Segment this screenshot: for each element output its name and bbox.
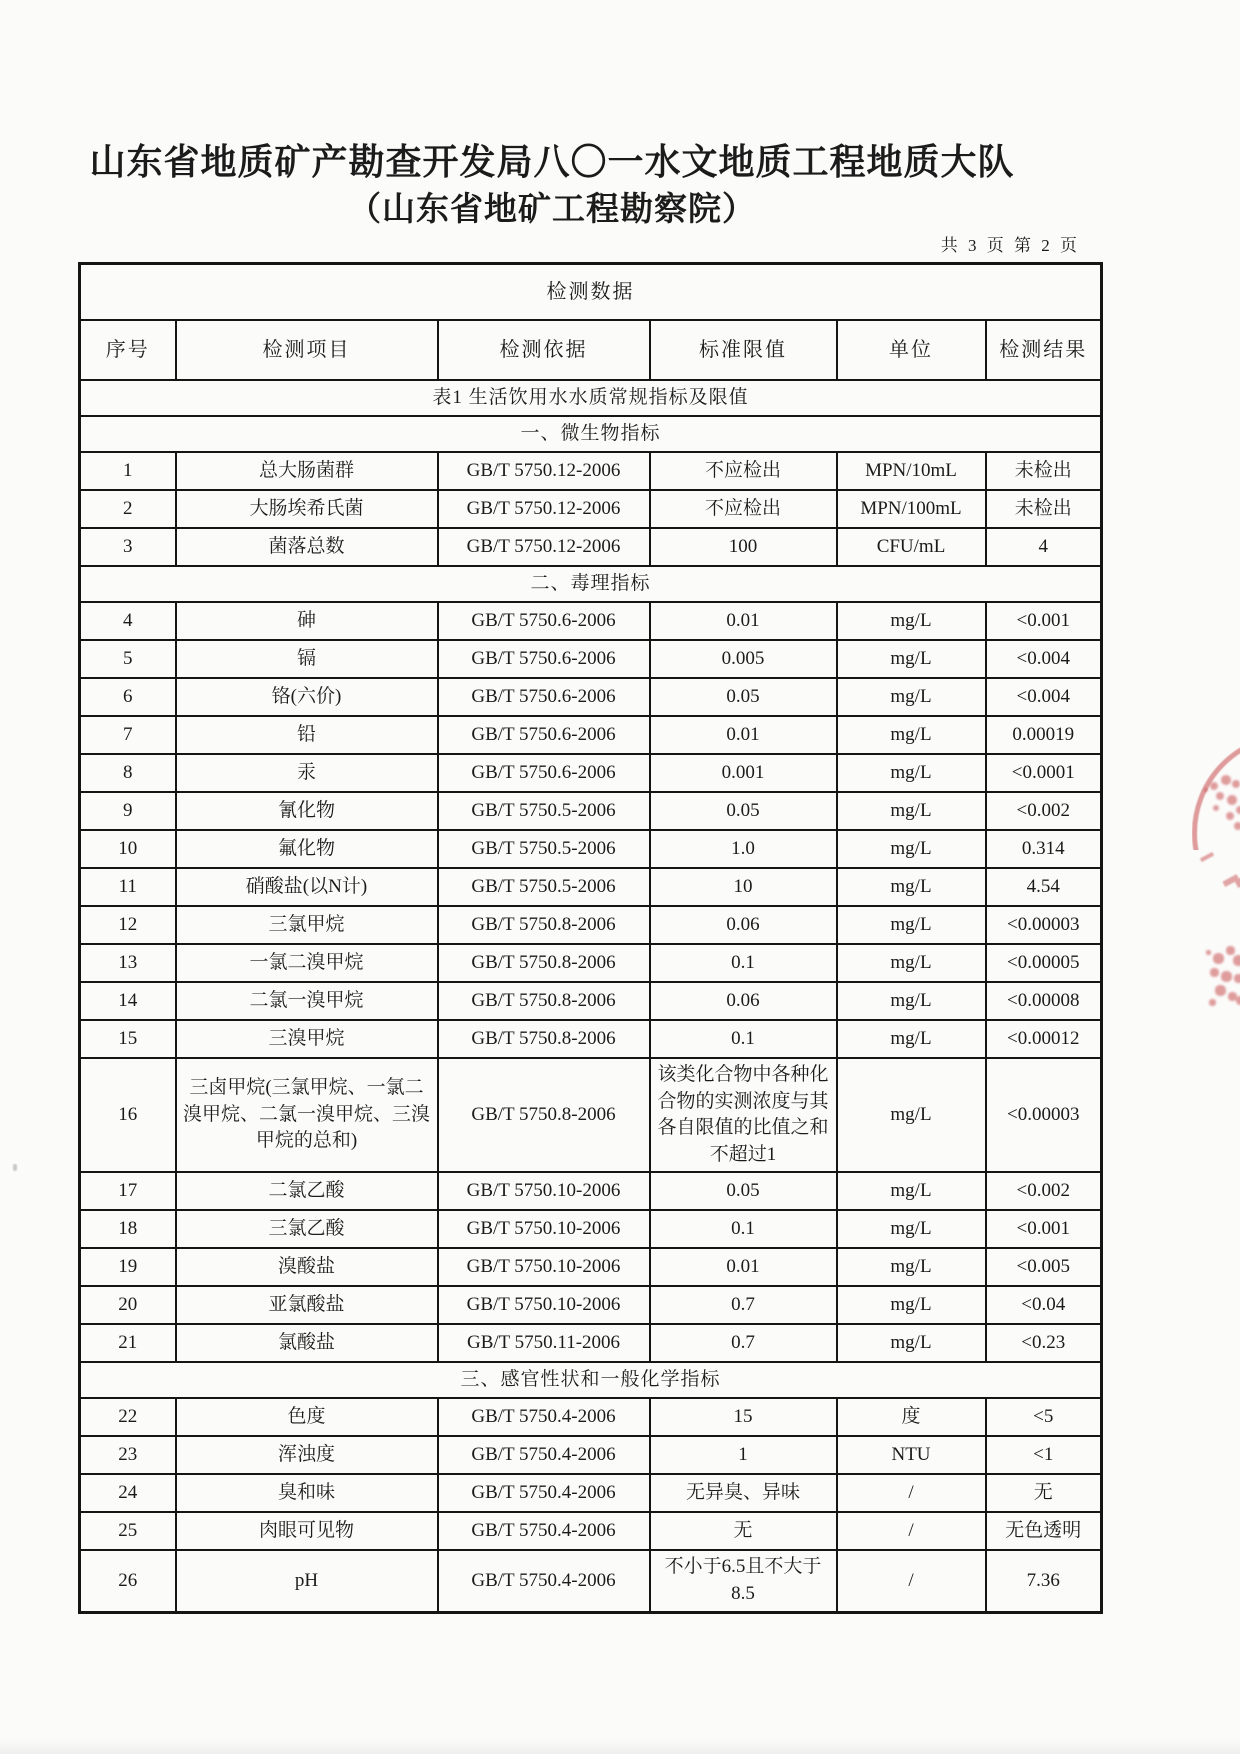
seal-arc <box>1192 733 1240 850</box>
result-value: <0.00003 <box>986 1058 1102 1172</box>
table-row <box>80 640 1102 678</box>
table-row <box>80 1020 1102 1058</box>
red-seal-stamp-marks <box>1200 852 1214 862</box>
table-row <box>80 830 1102 868</box>
result-value: <0.00005 <box>986 944 1102 982</box>
method-standard: GB/T 5750.8-2006 <box>438 1058 650 1172</box>
section-header-row <box>80 416 1102 452</box>
section-header-row <box>80 566 1102 602</box>
result-value: <0.002 <box>986 1172 1102 1210</box>
item-name: pH <box>176 1550 438 1612</box>
method-standard: GB/T 5750.6-2006 <box>438 640 650 678</box>
unit: MPN/100mL <box>837 490 986 528</box>
column-header-item: 检测项目 <box>176 320 438 380</box>
test-data-table <box>78 262 1103 1614</box>
unit: mg/L <box>837 906 986 944</box>
item-name: 浑浊度 <box>176 1436 438 1474</box>
table-title-row <box>80 264 1102 321</box>
unit: mg/L <box>837 640 986 678</box>
result-value: 无色透明 <box>986 1512 1102 1550</box>
method-standard: GB/T 5750.4-2006 <box>438 1512 650 1550</box>
unit: mg/L <box>837 678 986 716</box>
table-row <box>80 1286 1102 1324</box>
red-seal-stamp-texture <box>1204 788 1208 792</box>
table-row <box>80 1398 1102 1436</box>
item-name: 二氯一溴甲烷 <box>176 982 438 1020</box>
method-standard: GB/T 5750.12-2006 <box>438 528 650 566</box>
item-name: 砷 <box>176 602 438 640</box>
limit-value: 无异臭、异味 <box>650 1474 837 1512</box>
result-value: 4.54 <box>986 868 1102 906</box>
method-standard: GB/T 5750.10-2006 <box>438 1210 650 1248</box>
result-value: <0.00008 <box>986 982 1102 1020</box>
table-row <box>80 1172 1102 1210</box>
result-value: 未检出 <box>986 452 1102 490</box>
limit-value: 0.1 <box>650 944 837 982</box>
table-row <box>80 1550 1102 1612</box>
unit: mg/L <box>837 1324 986 1362</box>
row-index: 24 <box>80 1474 176 1512</box>
row-index: 17 <box>80 1172 176 1210</box>
document-header <box>0 138 1104 234</box>
row-index: 18 <box>80 1210 176 1248</box>
method-standard: GB/T 5750.10-2006 <box>438 1286 650 1324</box>
row-index: 2 <box>80 490 176 528</box>
row-index: 23 <box>80 1436 176 1474</box>
result-value: <0.04 <box>986 1286 1102 1324</box>
item-name: 三氯乙酸 <box>176 1210 438 1248</box>
method-standard: GB/T 5750.4-2006 <box>438 1474 650 1512</box>
limit-value: 10 <box>650 868 837 906</box>
method-standard: GB/T 5750.5-2006 <box>438 792 650 830</box>
result-value: 7.36 <box>986 1550 1102 1612</box>
result-value: <0.001 <box>986 602 1102 640</box>
method-standard: GB/T 5750.11-2006 <box>438 1324 650 1362</box>
unit: mg/L <box>837 1210 986 1248</box>
item-name: 二氯乙酸 <box>176 1172 438 1210</box>
limit-value: 0.005 <box>650 640 837 678</box>
table-row <box>80 1474 1102 1512</box>
unit: mg/L <box>837 1248 986 1286</box>
item-name: 溴酸盐 <box>176 1248 438 1286</box>
method-standard: GB/T 5750.4-2006 <box>438 1436 650 1474</box>
item-name: 菌落总数 <box>176 528 438 566</box>
section-header-label: 三、感官性状和一般化学指标 <box>80 1362 1102 1398</box>
method-standard: GB/T 5750.8-2006 <box>438 944 650 982</box>
organization-title: 山东省地质矿产勘查开发局八〇一水文地质工程地质大队 <box>89 142 1015 182</box>
row-index: 22 <box>80 1398 176 1436</box>
unit: / <box>837 1550 986 1612</box>
table-body <box>80 264 1102 1613</box>
limit-value: 0.01 <box>650 1248 837 1286</box>
column-header-index: 序号 <box>80 320 176 380</box>
table-row <box>80 716 1102 754</box>
organization-subtitle: （山东省地矿工程勘察院） <box>348 191 756 228</box>
item-name: 氟化物 <box>176 830 438 868</box>
row-index: 19 <box>80 1248 176 1286</box>
unit: 度 <box>837 1398 986 1436</box>
item-name: 硝酸盐(以N计) <box>176 868 438 906</box>
section-header-row <box>80 1362 1102 1398</box>
limit-value: 无 <box>650 1512 837 1550</box>
result-value: <1 <box>986 1436 1102 1474</box>
section-header-label: 表1 生活饮用水水质常规指标及限值 <box>80 380 1102 416</box>
section-header-label: 一、微生物指标 <box>80 416 1102 452</box>
method-standard: GB/T 5750.6-2006 <box>438 754 650 792</box>
method-standard: GB/T 5750.6-2006 <box>438 716 650 754</box>
row-index: 14 <box>80 982 176 1020</box>
item-name: 亚氯酸盐 <box>176 1286 438 1324</box>
table-header-row <box>80 320 1102 380</box>
method-standard: GB/T 5750.12-2006 <box>438 490 650 528</box>
method-standard: GB/T 5750.8-2006 <box>438 982 650 1020</box>
unit: mg/L <box>837 602 986 640</box>
table-row <box>80 452 1102 490</box>
unit: mg/L <box>837 982 986 1020</box>
table-row <box>80 982 1102 1020</box>
item-name: 臭和味 <box>176 1474 438 1512</box>
limit-value: 0.05 <box>650 678 837 716</box>
section-header-row <box>80 380 1102 416</box>
limit-value: 0.1 <box>650 1020 837 1058</box>
red-seal-stamp-fragment-lower <box>1206 950 1211 955</box>
row-index: 6 <box>80 678 176 716</box>
scan-artifact-speck <box>13 1164 17 1171</box>
limit-value: 0.06 <box>650 906 837 944</box>
table-row <box>80 792 1102 830</box>
row-index: 21 <box>80 1324 176 1362</box>
limit-value: 0.1 <box>650 1210 837 1248</box>
result-value: <0.00003 <box>986 906 1102 944</box>
column-header-method: 检测依据 <box>438 320 650 380</box>
item-name: 三氯甲烷 <box>176 906 438 944</box>
limit-value: 0.7 <box>650 1286 837 1324</box>
item-name: 铬(六价) <box>176 678 438 716</box>
unit: mg/L <box>837 1172 986 1210</box>
table-row <box>80 754 1102 792</box>
result-value: <5 <box>986 1398 1102 1436</box>
limit-value: 0.7 <box>650 1324 837 1362</box>
unit: mg/L <box>837 716 986 754</box>
result-value: 0.314 <box>986 830 1102 868</box>
row-index: 25 <box>80 1512 176 1550</box>
item-name: 氯酸盐 <box>176 1324 438 1362</box>
method-standard: GB/T 5750.12-2006 <box>438 452 650 490</box>
limit-value: 0.01 <box>650 716 837 754</box>
row-index: 5 <box>80 640 176 678</box>
table-row <box>80 602 1102 640</box>
result-value: <0.001 <box>986 1210 1102 1248</box>
result-value: <0.0001 <box>986 754 1102 792</box>
unit: mg/L <box>837 1286 986 1324</box>
item-name: 肉眼可见物 <box>176 1512 438 1550</box>
item-name: 色度 <box>176 1398 438 1436</box>
method-standard: GB/T 5750.5-2006 <box>438 868 650 906</box>
table-row <box>80 1512 1102 1550</box>
method-standard: GB/T 5750.8-2006 <box>438 906 650 944</box>
table-row <box>80 868 1102 906</box>
row-index: 16 <box>80 1058 176 1172</box>
item-name: 镉 <box>176 640 438 678</box>
unit: NTU <box>837 1436 986 1474</box>
limit-value: 1 <box>650 1436 837 1474</box>
table-row <box>80 1324 1102 1362</box>
row-index: 11 <box>80 868 176 906</box>
item-name: 氰化物 <box>176 792 438 830</box>
row-index: 15 <box>80 1020 176 1058</box>
method-standard: GB/T 5750.4-2006 <box>438 1398 650 1436</box>
unit: CFU/mL <box>837 528 986 566</box>
limit-value: 100 <box>650 528 837 566</box>
item-name: 三溴甲烷 <box>176 1020 438 1058</box>
limit-value: 0.05 <box>650 792 837 830</box>
table-row <box>80 944 1102 982</box>
result-value: <0.00012 <box>986 1020 1102 1058</box>
unit: mg/L <box>837 1020 986 1058</box>
method-standard: GB/T 5750.6-2006 <box>438 602 650 640</box>
result-value: <0.23 <box>986 1324 1102 1362</box>
table-row <box>80 1248 1102 1286</box>
limit-value: 0.001 <box>650 754 837 792</box>
unit: mg/L <box>837 754 986 792</box>
row-index: 3 <box>80 528 176 566</box>
table-row <box>80 1210 1102 1248</box>
column-header-result: 检测结果 <box>986 320 1102 380</box>
result-value: 无 <box>986 1474 1102 1512</box>
result-value: 4 <box>986 528 1102 566</box>
column-header-limit: 标准限值 <box>650 320 837 380</box>
result-value: 0.00019 <box>986 716 1102 754</box>
table-row <box>80 1058 1102 1172</box>
limit-value: 15 <box>650 1398 837 1436</box>
unit: / <box>837 1474 986 1512</box>
item-name: 铅 <box>176 716 438 754</box>
row-index: 20 <box>80 1286 176 1324</box>
row-index: 1 <box>80 452 176 490</box>
table-row <box>80 678 1102 716</box>
table-row <box>80 528 1102 566</box>
row-index: 13 <box>80 944 176 982</box>
limit-value: 1.0 <box>650 830 837 868</box>
unit: mg/L <box>837 830 986 868</box>
limit-value: 不小于6.5且不大于8.5 <box>650 1550 837 1612</box>
table-row <box>80 490 1102 528</box>
row-index: 9 <box>80 792 176 830</box>
method-standard: GB/T 5750.6-2006 <box>438 678 650 716</box>
unit: mg/L <box>837 792 986 830</box>
item-name: 总大肠菌群 <box>176 452 438 490</box>
limit-value: 不应检出 <box>650 490 837 528</box>
method-standard: GB/T 5750.10-2006 <box>438 1172 650 1210</box>
section-header-label: 二、毒理指标 <box>80 566 1102 602</box>
item-name: 汞 <box>176 754 438 792</box>
unit: mg/L <box>837 944 986 982</box>
unit: mg/L <box>837 1058 986 1172</box>
item-name: 大肠埃希氏菌 <box>176 490 438 528</box>
limit-value: 不应检出 <box>650 452 837 490</box>
result-value: <0.004 <box>986 678 1102 716</box>
row-index: 12 <box>80 906 176 944</box>
item-name: 三卤甲烷(三氯甲烷、一氯二溴甲烷、二氯一溴甲烷、三溴甲烷的总和) <box>176 1058 438 1172</box>
method-standard: GB/T 5750.5-2006 <box>438 830 650 868</box>
column-header-unit: 单位 <box>837 320 986 380</box>
method-standard: GB/T 5750.8-2006 <box>438 1020 650 1058</box>
limit-value: 0.01 <box>650 602 837 640</box>
row-index: 7 <box>80 716 176 754</box>
method-standard: GB/T 5750.10-2006 <box>438 1248 650 1286</box>
page-number-note: 共 3 页 第 2 页 <box>940 236 1080 255</box>
limit-value: 0.05 <box>650 1172 837 1210</box>
red-seal-stamp-fragment <box>1192 733 1240 850</box>
item-name: 一氯二溴甲烷 <box>176 944 438 982</box>
result-value: <0.004 <box>986 640 1102 678</box>
limit-value: 0.06 <box>650 982 837 1020</box>
result-value: 未检出 <box>986 490 1102 528</box>
table-row <box>80 906 1102 944</box>
unit: MPN/10mL <box>837 452 986 490</box>
result-value: <0.005 <box>986 1248 1102 1286</box>
unit: mg/L <box>837 868 986 906</box>
result-value: <0.002 <box>986 792 1102 830</box>
limit-value: 该类化合物中各种化合物的实测浓度与其各自限值的比值之和不超过1 <box>650 1058 837 1172</box>
method-standard: GB/T 5750.4-2006 <box>438 1550 650 1612</box>
table-title: 检测数据 <box>80 264 1102 321</box>
unit: / <box>837 1512 986 1550</box>
row-index: 26 <box>80 1550 176 1612</box>
table-row <box>80 1436 1102 1474</box>
row-index: 4 <box>80 602 176 640</box>
row-index: 10 <box>80 830 176 868</box>
row-index: 8 <box>80 754 176 792</box>
